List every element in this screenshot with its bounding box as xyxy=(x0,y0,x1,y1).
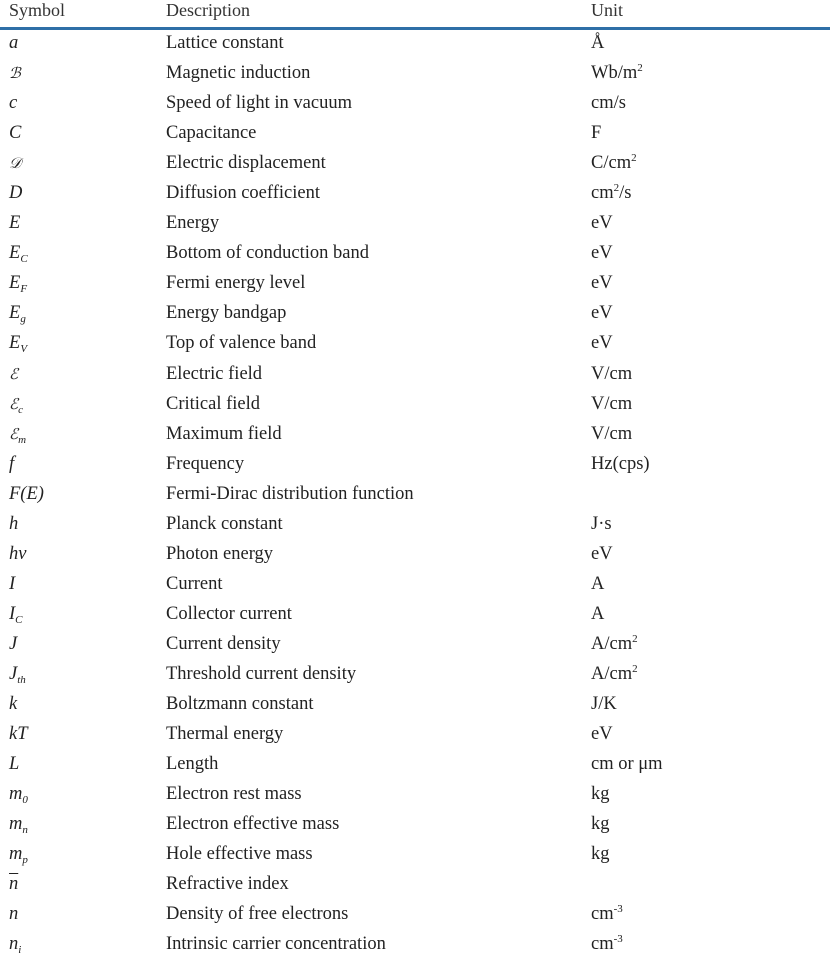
row-symbol xyxy=(9,148,21,178)
symbol-base: hν xyxy=(9,543,27,564)
unit-base: eV xyxy=(591,724,613,745)
table-body xyxy=(0,28,830,959)
row-description: Diffusion coefficient xyxy=(166,183,320,204)
symbol-base: n xyxy=(9,904,19,925)
row-unit xyxy=(591,629,638,659)
symbol-subscript: C xyxy=(15,613,23,626)
unit-superscript: 2 xyxy=(613,182,620,195)
row-symbol xyxy=(9,178,22,208)
row-unit xyxy=(591,328,613,358)
row-unit xyxy=(591,509,612,539)
table-row xyxy=(0,869,830,899)
symbol-base: ℬ xyxy=(9,64,21,83)
symbol-subscript: m xyxy=(18,433,27,446)
row-symbol xyxy=(9,689,17,719)
symbol-base: D xyxy=(9,183,23,204)
unit-superscript: 2 xyxy=(637,62,643,75)
row-unit xyxy=(591,779,610,809)
row-unit xyxy=(591,118,601,148)
table-row xyxy=(0,359,830,389)
unit-base: cm or μm xyxy=(591,754,663,775)
row-symbol xyxy=(9,328,27,358)
symbol-base: ℰ xyxy=(9,394,19,413)
header-symbol: Symbol xyxy=(9,0,66,20)
table-row xyxy=(0,629,830,659)
unit-superscript: -3 xyxy=(613,933,623,946)
unit-base: eV xyxy=(591,213,613,234)
row-symbol xyxy=(9,268,27,298)
row-description: Current xyxy=(166,573,223,594)
unit-base: A xyxy=(591,573,605,594)
table-row xyxy=(0,268,830,298)
row-description: Length xyxy=(166,754,219,775)
table-row xyxy=(0,839,830,869)
row-unit xyxy=(591,359,632,389)
row-symbol xyxy=(9,599,23,629)
row-description: Density of free electrons xyxy=(166,904,349,925)
symbol-subscript: C xyxy=(20,253,28,266)
symbol-base: m xyxy=(9,784,23,805)
unit-base: Hz(cps) xyxy=(591,453,650,474)
header-description: Description xyxy=(166,0,250,20)
row-symbol xyxy=(9,58,21,88)
table-row xyxy=(0,58,830,88)
table-row xyxy=(0,689,830,719)
symbol-base: J xyxy=(9,633,18,654)
row-description: Electron effective mass xyxy=(166,814,340,835)
table-row xyxy=(0,178,830,208)
table-row xyxy=(0,148,830,178)
symbol-base: a xyxy=(9,33,19,53)
row-description: Maximum field xyxy=(166,423,282,444)
symbol-subscript: p xyxy=(22,854,28,867)
symbol-subscript: i xyxy=(18,944,22,957)
row-unit xyxy=(591,208,613,238)
row-symbol xyxy=(9,749,19,779)
row-symbol xyxy=(9,929,21,959)
row-symbol xyxy=(9,899,18,929)
unit-base: A/cm xyxy=(591,663,633,684)
symbol-base: m xyxy=(9,844,23,865)
row-unit xyxy=(591,719,613,749)
row-description: Energy bandgap xyxy=(166,303,287,324)
symbol-subscript: 0 xyxy=(22,794,28,807)
unit-tail: /s xyxy=(619,183,632,204)
row-symbol xyxy=(9,809,28,839)
table-header xyxy=(0,0,830,26)
row-description: Planck constant xyxy=(166,513,283,534)
table-row xyxy=(0,719,830,749)
symbol-subscript: th xyxy=(17,673,26,686)
row-symbol xyxy=(9,28,18,58)
row-unit xyxy=(591,599,604,629)
row-symbol xyxy=(9,118,21,148)
row-unit xyxy=(591,238,613,268)
row-description: Hole effective mass xyxy=(166,844,313,865)
symbol-base: E xyxy=(9,243,21,264)
table-row xyxy=(0,929,830,959)
table-row xyxy=(0,208,830,238)
table-row xyxy=(0,569,830,599)
unit-base: Wb/m xyxy=(591,63,638,84)
symbol-base: kT xyxy=(9,724,28,745)
row-unit xyxy=(591,899,623,929)
unit-base: eV xyxy=(591,273,613,294)
row-description: Magnetic induction xyxy=(166,63,311,84)
row-description: Collector current xyxy=(166,603,292,624)
table-row xyxy=(0,539,830,569)
row-symbol xyxy=(9,208,20,238)
symbol-subscript: g xyxy=(20,313,26,326)
unit-base: cm/s xyxy=(591,93,626,114)
row-unit xyxy=(591,178,631,208)
symbol-base: C xyxy=(9,123,22,144)
unit-base: V/cm xyxy=(591,423,633,444)
row-unit xyxy=(591,839,610,869)
row-symbol xyxy=(9,509,18,539)
row-symbol xyxy=(9,779,28,809)
row-symbol xyxy=(9,88,17,118)
symbol-base: I xyxy=(9,573,16,594)
row-description: Frequency xyxy=(166,453,245,474)
unit-base: cm xyxy=(591,183,614,204)
row-unit xyxy=(591,389,632,419)
row-description: Critical field xyxy=(166,393,261,414)
table-row xyxy=(0,419,830,449)
row-description: Electron rest mass xyxy=(166,784,302,805)
row-symbol xyxy=(9,839,28,869)
table-row xyxy=(0,28,830,58)
row-symbol xyxy=(9,539,26,569)
row-description: Boltzmann constant xyxy=(166,694,314,715)
table-row xyxy=(0,599,830,629)
unit-base: kg xyxy=(591,814,610,835)
symbol-base: E xyxy=(9,333,21,354)
row-symbol xyxy=(9,869,18,899)
row-unit xyxy=(591,298,613,328)
row-unit xyxy=(591,148,637,178)
unit-superscript: 2 xyxy=(632,662,638,675)
symbol-base: I xyxy=(9,603,16,624)
row-unit xyxy=(591,659,638,689)
symbol-base: ℰ xyxy=(9,364,19,383)
row-symbol xyxy=(9,719,28,749)
row-unit xyxy=(591,268,613,298)
row-symbol xyxy=(9,479,44,509)
symbol-base: ℰ xyxy=(9,424,19,443)
table-row xyxy=(0,88,830,118)
row-symbol xyxy=(9,389,23,419)
unit-superscript: 2 xyxy=(632,632,638,645)
table-row xyxy=(0,809,830,839)
header-unit: Unit xyxy=(591,0,624,20)
unit-base: V/cm xyxy=(591,393,633,414)
row-description: Current density xyxy=(166,633,281,654)
row-description: Top of valence band xyxy=(166,333,317,354)
table-row xyxy=(0,238,830,268)
row-unit xyxy=(591,419,632,449)
table-row xyxy=(0,328,830,358)
row-unit xyxy=(591,689,617,719)
row-description: Intrinsic carrier concentration xyxy=(166,934,386,955)
unit-base: A/cm xyxy=(591,633,633,654)
unit-superscript: -3 xyxy=(613,903,623,916)
row-description: Fermi-Dirac distribution function xyxy=(166,483,414,504)
symbol-base: 𝒟 xyxy=(9,154,21,173)
row-unit xyxy=(591,58,643,88)
row-description: Lattice constant xyxy=(166,33,284,53)
unit-base: eV xyxy=(591,303,613,324)
symbol-base: J xyxy=(9,663,18,684)
unit-base: Å xyxy=(591,33,605,53)
row-symbol xyxy=(9,359,18,389)
row-description: Bottom of conduction band xyxy=(166,243,369,264)
unit-base: cm xyxy=(591,904,614,925)
table-row xyxy=(0,749,830,779)
unit-base: C/cm xyxy=(591,153,632,174)
table-row xyxy=(0,479,830,509)
symbol-subscript: c xyxy=(18,403,23,416)
unit-base: cm xyxy=(591,934,614,955)
symbol-base: k xyxy=(9,694,18,715)
unit-base: J/K xyxy=(591,694,617,715)
symbol-base: $\overline{n}$ xyxy=(9,874,19,895)
table-row xyxy=(0,298,830,328)
table-row xyxy=(0,449,830,479)
row-unit xyxy=(591,569,604,599)
row-unit xyxy=(591,929,623,959)
row-description: Fermi energy level xyxy=(166,273,306,294)
row-description: Energy xyxy=(166,213,220,234)
row-unit xyxy=(591,88,626,118)
row-symbol xyxy=(9,238,28,268)
symbol-base: n xyxy=(9,934,19,955)
row-symbol xyxy=(9,419,26,449)
unit-base: V/cm xyxy=(591,363,633,384)
symbol-base: f xyxy=(9,453,15,474)
row-unit xyxy=(591,539,613,569)
table-row xyxy=(0,899,830,929)
row-description: Capacitance xyxy=(166,123,257,144)
row-unit xyxy=(591,809,610,839)
table-row xyxy=(0,779,830,809)
row-description: Electric displacement xyxy=(166,153,326,174)
row-description: Refractive index xyxy=(166,874,289,895)
row-description: Threshold current density xyxy=(166,663,357,684)
symbol-base: h xyxy=(9,513,19,534)
unit-superscript: 2 xyxy=(631,152,637,165)
row-symbol xyxy=(9,298,26,328)
unit-base: kg xyxy=(591,784,610,805)
table-row xyxy=(0,509,830,539)
row-description: Speed of light in vacuum xyxy=(166,93,352,114)
unit-base: eV xyxy=(591,543,613,564)
symbol-base: L xyxy=(9,754,20,775)
row-symbol xyxy=(9,449,14,479)
symbol-base: m xyxy=(9,814,23,835)
symbol-base: E xyxy=(9,273,21,294)
unit-base: A xyxy=(591,603,605,624)
row-description: Thermal energy xyxy=(166,724,284,745)
symbol-base: E xyxy=(9,303,21,324)
table-row xyxy=(0,118,830,148)
symbol-base: F(E) xyxy=(9,483,44,504)
row-unit xyxy=(591,28,604,58)
unit-base: eV xyxy=(591,333,613,354)
row-symbol xyxy=(9,629,17,659)
row-description: Photon energy xyxy=(166,543,274,564)
row-unit xyxy=(591,749,663,779)
row-symbol xyxy=(9,659,26,689)
table-row xyxy=(0,659,830,689)
unit-base: eV xyxy=(591,243,613,264)
unit-base: F xyxy=(591,123,602,144)
row-symbol xyxy=(9,569,15,599)
symbol-base: E xyxy=(9,213,21,234)
symbol-base: c xyxy=(9,93,18,114)
symbol-subscript: n xyxy=(22,824,28,837)
symbol-subscript: V xyxy=(20,343,28,356)
symbol-subscript: F xyxy=(20,283,28,296)
unit-base: J·s xyxy=(591,513,612,534)
row-unit xyxy=(591,449,650,479)
unit-base: kg xyxy=(591,844,610,865)
table-row xyxy=(0,389,830,419)
row-description: Electric field xyxy=(166,363,263,384)
